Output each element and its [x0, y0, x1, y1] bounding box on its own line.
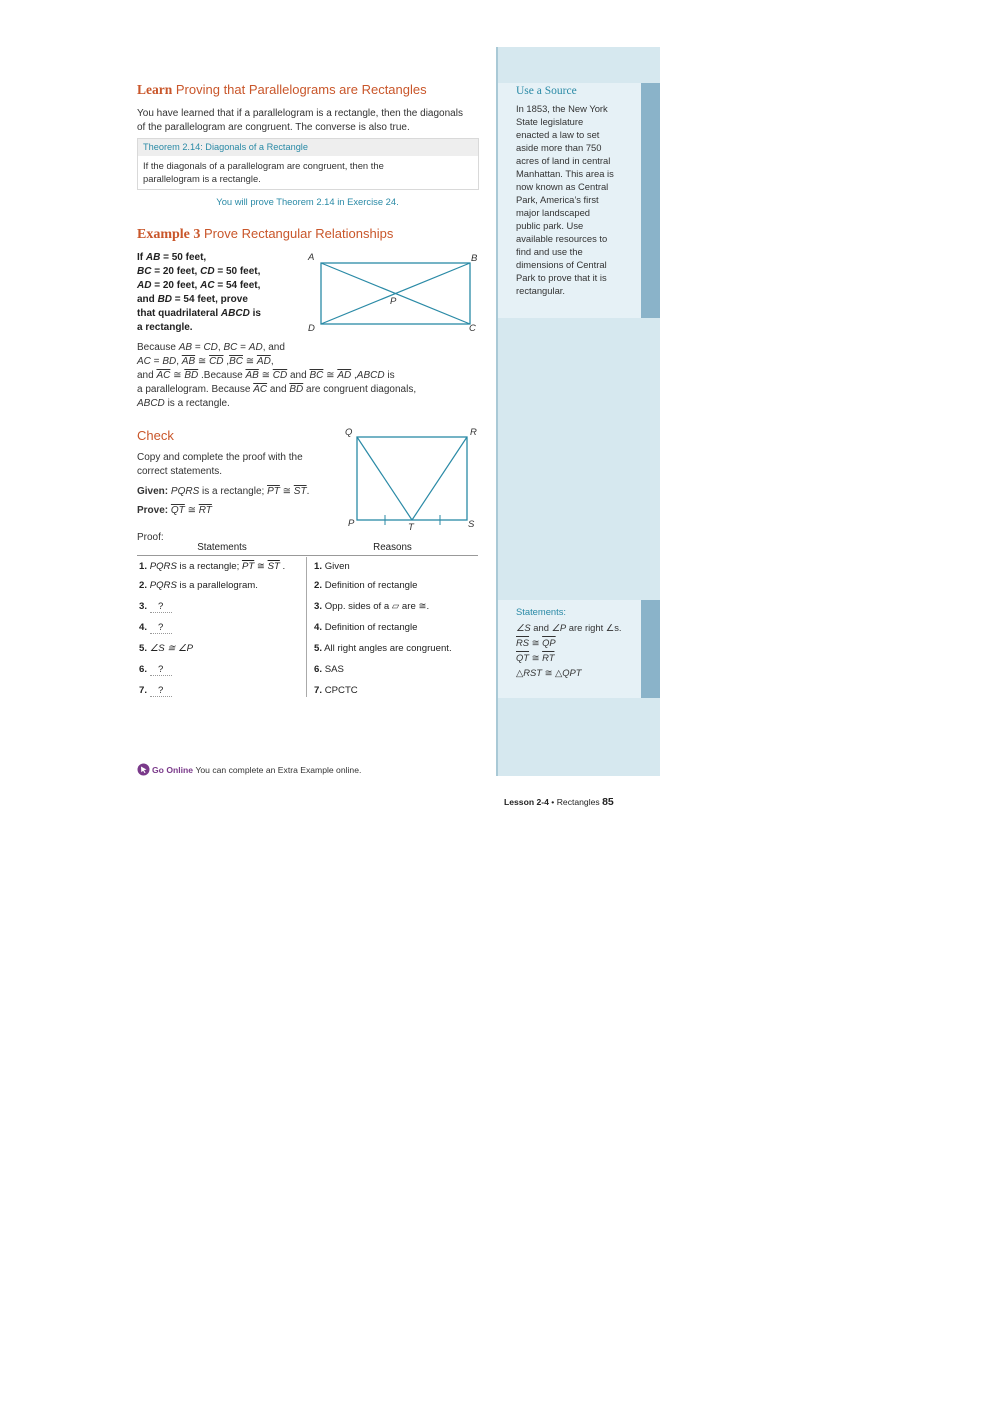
rectangle-pqrs-figure [340, 424, 485, 534]
go-online-link[interactable] [137, 763, 361, 776]
page-footer [504, 796, 614, 808]
vertex-label-a: A [308, 252, 315, 263]
statements-title: Statements: [516, 606, 567, 617]
check-prove: Prove: $\overline{QT}$ ≅ $\overline{RT}$ [137, 505, 212, 516]
theorem-title: Theorem 2.14: Diagonals of a Rectangle [138, 139, 478, 156]
proof-table: Statements Reasons 1. PQRS is a rectangle; $\overline{PT}$ ≅ $\overline{ST}$ . 1. Given 2. PQRS is a parallelogram. 2. Definition of rectangle 3. ? 3. Opp. sides of a ▱ are ≅. 4. ? 4. Definition of rectangle 5. ∠S ≅ ∠P 5. All right angles are congruent. 6. ? 6. SAS 7. ? 7. CPCTC [137, 541, 478, 701]
example-given: If AB = 50 feet, BC = 20 feet, CD = 50 feet, AD = 20 feet, AC = 54 feet, and BD = 54 feet, prove that quadrilateral ABCD is a rectangle. [137, 252, 261, 333]
answer-blank[interactable]: ? [150, 622, 172, 634]
answer-blank[interactable]: ? [150, 664, 172, 676]
vertex-label-c: C [469, 323, 476, 334]
vertex-label-q: Q [345, 427, 353, 438]
theorem-body: If the diagonals of a parallelogram are congruent, then the parallelogram is a rectangle. [143, 160, 384, 184]
vertex-label-d: D [308, 323, 315, 334]
vertex-label-p: P [348, 518, 355, 529]
statement-item: ∠S and ∠P are right ∠s. [516, 622, 622, 633]
check-given: Given: PQRS is a rectangle; $\overline{PT}$ ≅ $\overline{ST}$. [137, 486, 310, 497]
lesson-number: Lesson 2-4 [504, 797, 549, 807]
rectangle-abcd-figure [305, 250, 485, 335]
statement-item: △RST ≅ △QPT [516, 667, 582, 678]
statement-item: $\overline{QT}$ ≅ $\overline{RT}$ [516, 652, 555, 663]
statements-bar [641, 600, 660, 698]
proof-label: Proof: [137, 532, 164, 543]
example-solution: Because AB = CD, BC = AD, and AC = BD, $\overline{AB}$ ≅ $\overline{CD}$ $,\overline{BC}$ ≅ $\overline{AD}$, and $\overline{AC}$ ≅ $\overline{BD}$ .Because $\overline{AB}$ ≅ $\overline{CD}$ and $\overline{BC}$ ≅ $\overline{AD}$ ,ABCD is a parallelogram. Because $\overline{AC}$ and $\overline{BD}$ are congruent diagonals, ABCD is a rectangle. [137, 342, 417, 409]
col-reasons-header: Reasons [373, 542, 412, 553]
theorem-box [137, 138, 479, 190]
page-number: 85 [602, 796, 614, 808]
use-a-source-text: In 1853, the New York State legislature enacted a law to set aside more than 750 acres of land in central Manhattan. This area is now known as Central Park, America’s first major landscaped public park. Use available resources to find and use the dimensions of Central Park to prove that it is rectangular. [516, 103, 614, 296]
cursor-icon [137, 763, 150, 776]
answer-blank[interactable]: ? [150, 685, 172, 697]
learn-intro: You have learned that if a parallelogram is a rectangle, then the diagonals of the parallelogram are congruent. The converse is also true. [137, 108, 463, 133]
vertex-label-s: S [468, 519, 475, 530]
header-rule [137, 555, 478, 556]
check-heading: Check [137, 428, 174, 443]
point-label-t: T [408, 522, 414, 533]
learn-heading: Learn Proving that Parallelograms are Rectangles [137, 82, 427, 97]
lesson-topic: Rectangles [556, 797, 600, 807]
statements-list [516, 620, 622, 680]
example-heading: Example 3 Prove Rectangular Relationships [137, 226, 394, 242]
use-a-source-bar [641, 83, 660, 318]
use-a-source-title: Use a Source [516, 85, 577, 97]
col-statements-header: Statements [197, 542, 247, 553]
check-instructions: Copy and complete the proof with the correct statements. [137, 452, 303, 477]
go-online-label[interactable]: Go Online [152, 764, 194, 775]
theorem-note: You will prove Theorem 2.14 in Exercise 24. [216, 196, 399, 207]
vertex-label-b: B [471, 253, 478, 264]
statement-item: $\overline{RS}$ ≅ $\overline{QP}$ [516, 637, 556, 648]
answer-blank[interactable]: ? [150, 601, 172, 613]
vertex-label-r: R [470, 427, 477, 438]
go-online-text: You can complete an Extra Example online. [195, 764, 362, 775]
point-label-p: P [390, 296, 397, 307]
footer-separator: • [548, 797, 557, 807]
column-divider [306, 557, 307, 697]
